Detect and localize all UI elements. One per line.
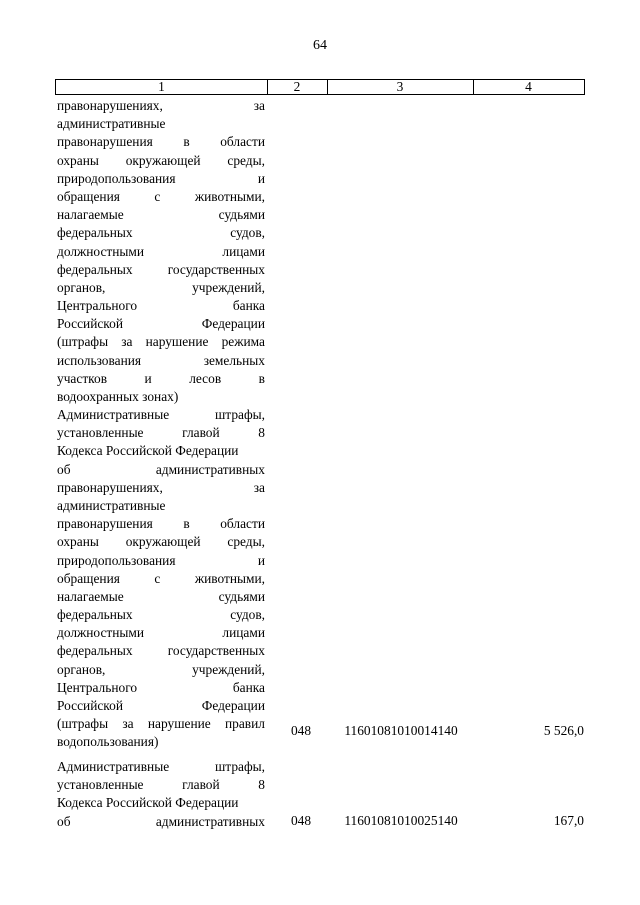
amount-cell: 167,0 (553, 813, 584, 828)
word: Кодекса Российской Федерации (57, 795, 239, 811)
word: налагаемые (57, 588, 124, 604)
text-line (57, 794, 265, 812)
text-line (57, 315, 265, 333)
word: Центрального (57, 679, 138, 695)
text-line (57, 352, 265, 370)
text-line (57, 758, 265, 776)
word: за (122, 716, 134, 732)
word: природопользования (57, 170, 176, 186)
text-line (57, 224, 265, 242)
word: правонарушениях, (57, 479, 163, 495)
word: среды, (227, 152, 265, 168)
header-col-1: 1 (56, 80, 268, 94)
word: Административные (57, 759, 170, 774)
text-line (57, 461, 265, 479)
word: использования (57, 352, 142, 368)
word: Российской (57, 316, 123, 332)
entry-description (57, 758, 265, 831)
word: должностными (57, 625, 145, 641)
budget-classification-code-cell: 11601081010025140 (344, 813, 458, 828)
word: органов, (57, 279, 106, 295)
text-line (57, 97, 265, 115)
word: за (253, 98, 265, 113)
word: судьями (218, 207, 265, 223)
text-line (57, 261, 265, 279)
word: в (183, 134, 190, 150)
header-col-3: 3 (327, 80, 474, 94)
word: лицами (222, 625, 265, 641)
text-line (57, 170, 265, 188)
entry-description (57, 406, 265, 752)
word: и (144, 370, 152, 386)
word: нарушение (145, 334, 209, 350)
text-line (57, 588, 265, 606)
word: административные (57, 497, 166, 513)
word: банка (232, 298, 265, 314)
admin-code-cell: 048 (290, 723, 312, 738)
word: государственных (167, 643, 265, 659)
word: административных (155, 461, 265, 477)
text-line (57, 333, 265, 351)
header-col-2: 2 (267, 80, 328, 94)
text-line (57, 243, 265, 261)
text-line (57, 733, 265, 751)
text-line (57, 206, 265, 224)
word: нарушение (147, 716, 211, 732)
text-line (57, 133, 265, 151)
word: об (57, 813, 71, 829)
word: Кодекса Российской Федерации (57, 443, 239, 459)
word: (штрафы (57, 334, 109, 350)
word: природопользования (57, 552, 176, 568)
word: окружающей (125, 152, 201, 168)
word: режима (221, 334, 265, 350)
word: федеральных (57, 607, 133, 623)
word: охраны (57, 534, 99, 550)
word: установленные (57, 777, 144, 793)
text-line (57, 370, 265, 388)
word: федеральных (57, 261, 133, 277)
word: лицами (222, 243, 265, 259)
word: (штрафы (57, 716, 109, 732)
text-line (57, 279, 265, 297)
text-line (57, 424, 265, 442)
word: об (57, 461, 71, 477)
word: государственных (167, 261, 265, 277)
word: налагаемые (57, 207, 124, 223)
text-line (57, 715, 265, 733)
word: обращения (57, 188, 120, 204)
header-col-4: 4 (525, 79, 532, 94)
word: водоохранных зонах) (57, 389, 179, 404)
text-line (57, 297, 265, 315)
word: с (154, 188, 161, 204)
word: главой (182, 425, 220, 441)
word: федеральных (57, 643, 133, 659)
text-line (57, 497, 265, 515)
word: с (154, 570, 161, 586)
text-line (57, 115, 265, 133)
entry-description (57, 97, 265, 406)
word: земельных (203, 352, 265, 368)
text-line (57, 697, 265, 715)
text-line (57, 776, 265, 794)
amount-cell: 5 526,0 (543, 723, 584, 738)
text-line (57, 813, 265, 831)
word: учреждений, (192, 661, 265, 677)
word: штрафы, (215, 759, 265, 774)
page-number: 64 (313, 38, 327, 53)
word: учреждений, (192, 279, 265, 295)
text-line (57, 679, 265, 697)
word: административные (57, 116, 166, 132)
text-line (57, 661, 265, 679)
word: 8 (258, 777, 265, 793)
word: Российской (57, 698, 123, 713)
admin-code-cell: 048 (290, 813, 312, 828)
word: правонарушениях, (57, 98, 163, 113)
text-line (57, 388, 265, 406)
word: обращения (57, 570, 120, 586)
word: главой (182, 777, 220, 793)
word: банка (232, 679, 265, 695)
word: органов, (57, 661, 106, 677)
text-line (57, 552, 265, 570)
word: правонарушения (57, 134, 153, 150)
text-line (57, 624, 265, 642)
word: правонарушения (57, 516, 153, 532)
word: области (220, 516, 265, 532)
word: правил (225, 716, 265, 732)
word: окружающей (125, 534, 201, 550)
word: Административные (57, 407, 170, 422)
word: участков (57, 370, 108, 386)
word: животными, (194, 188, 265, 204)
word: среды, (227, 534, 265, 550)
word: установленные (57, 425, 144, 441)
word: лесов (189, 370, 222, 386)
word: области (220, 134, 265, 150)
word: Федерации (201, 698, 265, 713)
word: в (258, 370, 265, 386)
word: судов, (230, 225, 265, 241)
word: за (121, 334, 133, 350)
word: штрафы, (215, 407, 265, 422)
text-line (57, 606, 265, 624)
word: Центрального (57, 298, 138, 314)
text-line (57, 152, 265, 170)
word: за (253, 479, 265, 495)
table-header-row (55, 79, 585, 95)
text-line (57, 533, 265, 551)
word: и (257, 552, 265, 568)
text-line (57, 188, 265, 206)
text-line (57, 515, 265, 533)
word: водопользования) (57, 734, 159, 750)
text-line (57, 642, 265, 660)
word: административных (155, 813, 265, 829)
word: судов, (230, 607, 265, 623)
word: должностными (57, 243, 145, 259)
word: Федерации (201, 316, 265, 332)
word: судьями (218, 588, 265, 604)
budget-classification-code-cell: 11601081010014140 (344, 723, 458, 738)
word: и (257, 170, 265, 186)
word: 8 (258, 425, 265, 441)
text-line (57, 442, 265, 460)
text-line (57, 570, 265, 588)
word: охраны (57, 152, 99, 168)
word: в (183, 516, 190, 532)
word: федеральных (57, 225, 133, 241)
word: животными, (194, 570, 265, 586)
text-line (57, 406, 265, 424)
text-line (57, 479, 265, 497)
